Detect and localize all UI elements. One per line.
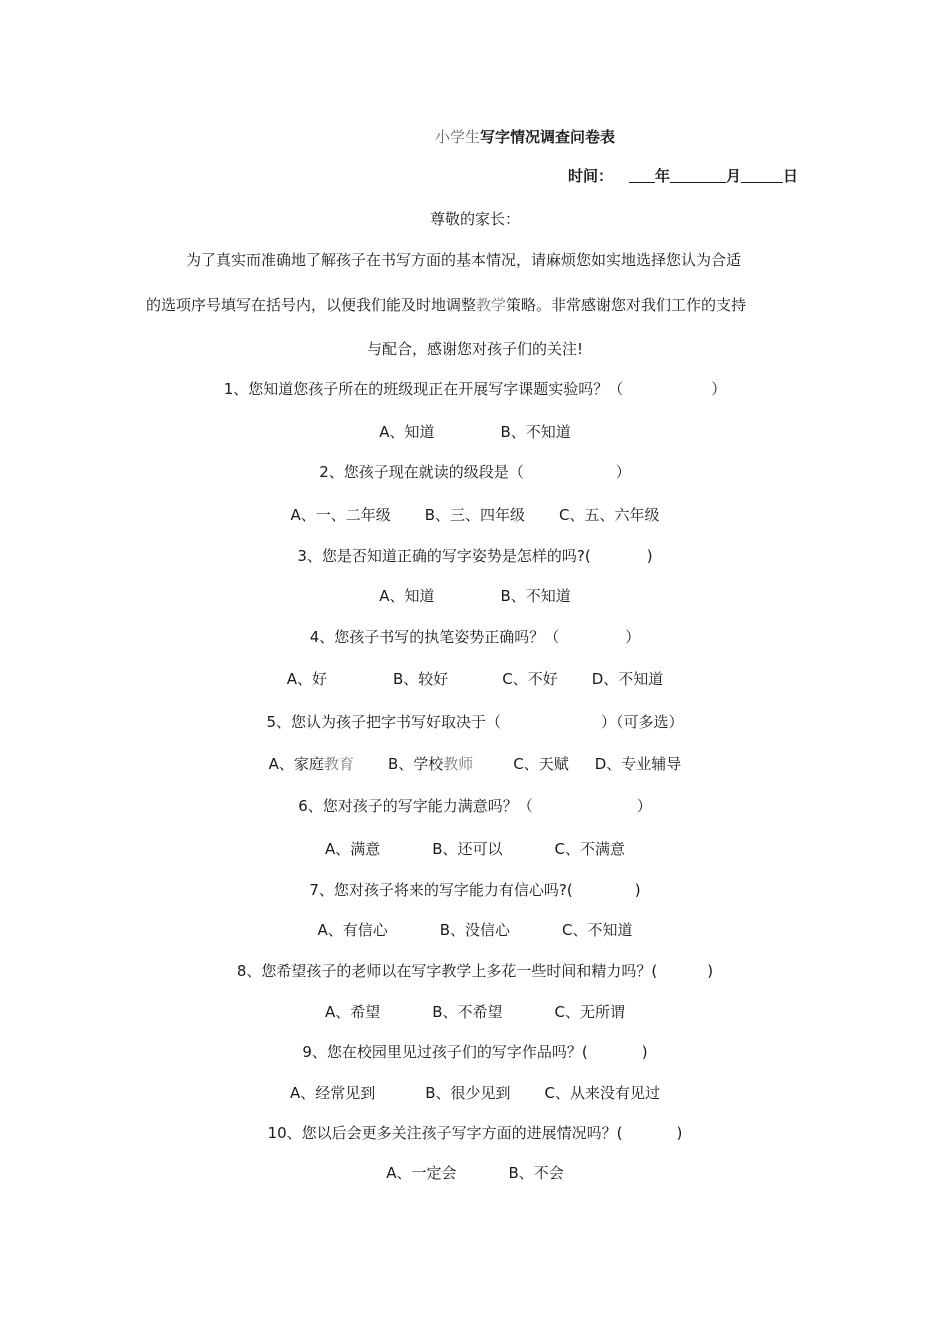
year-label: 年 — [655, 167, 671, 185]
option[interactable]: B、较好 — [392, 670, 449, 688]
option[interactable]: A、希望 — [324, 1003, 381, 1021]
question-8 — [0, 960, 950, 981]
option[interactable]: B、没信心 — [439, 921, 511, 939]
day-blank[interactable] — [741, 168, 783, 183]
intro-line-1: 为了真实而准确地了解孩子在书写方面的基本情况，请麻烦您如实地选择您认为合适 — [186, 251, 742, 269]
option[interactable]: A、知道 — [379, 423, 435, 441]
options-3 — [0, 585, 950, 606]
options-5 — [0, 753, 950, 774]
question-9 — [0, 1041, 950, 1062]
question-4 — [0, 626, 950, 647]
title-prefix: 小学生 — [434, 128, 480, 146]
question-text: 7、您对孩子将来的写字能力有信心吗?( — [309, 881, 573, 899]
option[interactable]: A、一定会 — [386, 1164, 457, 1182]
question-text: 10、您以后会更多关注孩子写字方面的进展情况吗？( — [267, 1124, 623, 1142]
options-2 — [0, 504, 950, 525]
intro-line-2-soft: 教学 — [476, 296, 507, 314]
greeting: 尊敬的家长： — [429, 210, 520, 228]
question-close: ) — [646, 547, 653, 565]
option[interactable] — [269, 753, 354, 774]
option[interactable]: A、经常见到 — [289, 1084, 376, 1102]
date-line — [568, 165, 798, 186]
option-text: B、学校 — [387, 755, 444, 773]
option[interactable]: A、知道 — [379, 587, 435, 605]
question-text: 9、您在校园里见过孩子们的写字作品吗？( — [302, 1043, 588, 1061]
question-text: 2、您孩子现在就读的级段是（ — [319, 463, 524, 481]
question-text: 4、您孩子书写的执笔姿势正确吗？（ — [309, 628, 560, 646]
question-close: ) — [676, 1124, 683, 1142]
question-7 — [0, 879, 950, 900]
option[interactable]: A、有信心 — [317, 921, 388, 939]
question-6 — [0, 795, 950, 816]
option[interactable]: B、很少见到 — [425, 1084, 511, 1102]
question-5 — [0, 711, 950, 732]
option[interactable]: B、不知道 — [500, 423, 571, 441]
option[interactable] — [595, 753, 682, 774]
question-close: ） — [625, 628, 641, 646]
option-text: C、天赋 — [513, 755, 569, 773]
month-blank[interactable] — [670, 168, 726, 183]
question-text: 8、您希望孩子的老师以在写字教学上多花一些时间和精力吗？( — [236, 962, 658, 980]
option[interactable] — [388, 753, 473, 774]
question-10 — [0, 1122, 950, 1143]
question-text: 5、您认为孩子把字书写好取决于（ — [266, 713, 502, 731]
option[interactable]: C、五、六年级 — [559, 506, 660, 524]
question-close: ） — [711, 380, 727, 398]
options-9 — [0, 1082, 950, 1103]
options-1 — [0, 421, 950, 442]
question-text: 3、您是否知道正确的写字姿势是怎样的吗?( — [297, 547, 591, 565]
question-close: ） — [615, 463, 631, 481]
option[interactable]: A、满意 — [324, 840, 381, 858]
option-text: D、专业辅导 — [594, 755, 682, 773]
option[interactable]: C、从来没有见过 — [544, 1084, 661, 1102]
options-7 — [0, 919, 950, 940]
question-text: 1、您知道您孩子所在的班级现正在开展写字课题实验吗？（ — [223, 380, 624, 398]
option-text-soft: 教师 — [443, 755, 474, 773]
option[interactable]: C、不满意 — [554, 840, 626, 858]
options-6 — [0, 838, 950, 859]
option[interactable]: B、不会 — [508, 1164, 564, 1182]
option[interactable]: A、一、二年级 — [290, 506, 391, 524]
option-text: A、家庭 — [268, 755, 324, 773]
option[interactable]: C、无所谓 — [554, 1003, 626, 1021]
option[interactable] — [513, 753, 568, 774]
option[interactable]: B、不希望 — [432, 1003, 503, 1021]
question-close: ） — [636, 797, 652, 815]
option[interactable]: C、不知道 — [562, 921, 633, 939]
page-title — [0, 126, 950, 147]
title-main: 写字情况调查问卷表 — [480, 128, 616, 146]
option[interactable]: B、三、四年级 — [424, 506, 526, 524]
year-blank[interactable] — [629, 168, 655, 183]
question-text: 6、您对孩子的写字能力满意吗？（ — [298, 797, 533, 815]
question-close: ）（可多选） — [601, 713, 684, 731]
option[interactable]: B、还可以 — [432, 840, 503, 858]
option[interactable]: D、不知道 — [591, 670, 664, 688]
option[interactable]: A、好 — [286, 670, 327, 688]
question-close: ) — [641, 1043, 648, 1061]
options-4 — [0, 668, 950, 689]
question-2 — [0, 461, 950, 482]
option-text-soft: 教育 — [323, 755, 354, 773]
question-close: ) — [634, 881, 641, 899]
intro-line-2-b: 策略。非常感谢您对我们工作的支持 — [506, 296, 747, 314]
intro-line-3: 与配合，感谢您对孩子们的关注! — [366, 340, 583, 358]
option[interactable]: B、不知道 — [500, 587, 571, 605]
intro-line-2 — [146, 294, 746, 315]
options-10 — [0, 1162, 950, 1183]
option[interactable]: C、不好 — [502, 670, 558, 688]
question-3 — [0, 545, 950, 566]
intro-line-2-a: 的选项序号填写在括号内，以便我们能及时地调整 — [146, 296, 477, 314]
month-label: 月 — [726, 167, 742, 185]
day-label: 日 — [783, 167, 799, 185]
options-8 — [0, 1001, 950, 1022]
date-label: 时间： — [568, 167, 614, 185]
question-close: ) — [707, 962, 714, 980]
question-1 — [0, 378, 950, 399]
